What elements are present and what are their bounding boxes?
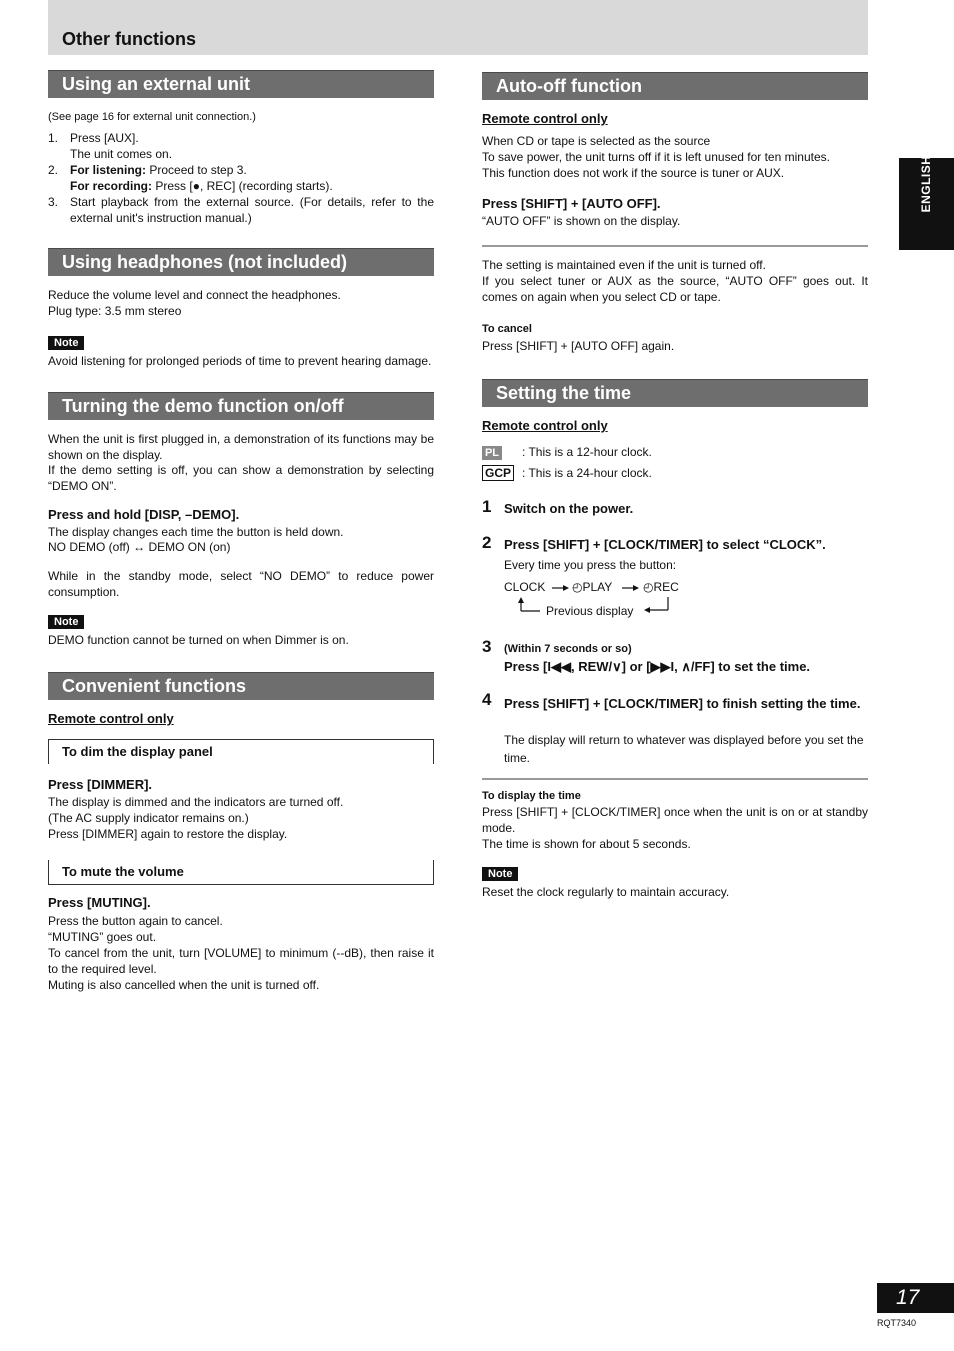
demo-text: If the demo setting is off, you can show a demonstration by selecting “DEMO ON”.	[48, 463, 434, 493]
step-number: 3.	[48, 195, 59, 209]
dim-instruction: Press [DIMMER].	[48, 777, 153, 792]
divider	[482, 778, 868, 780]
gcp-badge: GCP	[482, 465, 514, 481]
demo-header	[48, 392, 434, 420]
gcp-text: : This is a 24-hour clock.	[522, 466, 652, 480]
bold-label: For listening:	[70, 163, 146, 177]
mute-text: To cancel from the unit, turn [VOLUME] to minimum (--dB), then raise it to the required level.	[48, 946, 434, 976]
time-title: Setting the time	[496, 383, 632, 403]
note-text: Reset the clock regularly to maintain accuracy.	[482, 885, 730, 899]
page-title: Other functions	[62, 29, 196, 49]
remote-only-label: Remote control only	[482, 418, 608, 433]
mute-text: Muting is also cancelled when the unit is turned off.	[48, 978, 320, 992]
step-text: Start playback from the external source. (For details, refer to the external unit's instruction manual.)	[70, 195, 434, 225]
arrow-left-icon	[644, 597, 674, 613]
time-header	[482, 379, 868, 407]
pl-text: : This is a 12-hour clock.	[522, 445, 652, 459]
external-unit-intro: (See page 16 for external unit connection.)	[48, 111, 256, 123]
step-number: 3	[482, 637, 492, 656]
page-number: 17	[896, 1286, 920, 1309]
pl-line	[482, 444, 868, 460]
clock-flow-diagram	[504, 579, 868, 619]
document-code: RQT7340	[877, 1318, 917, 1328]
divider	[482, 245, 868, 247]
note-label: Note	[48, 336, 84, 350]
demo-instruction: Press and hold [DISP, –DEMO].	[48, 507, 240, 522]
display-time-text: The time is shown for about 5 seconds.	[482, 837, 691, 851]
autooff-header	[482, 72, 868, 100]
step-text	[70, 162, 434, 194]
display-time-heading: To display the time	[482, 790, 581, 802]
step-subtext: The display will return to whatever was displayed before you set the time.	[504, 733, 864, 765]
autooff-text: The setting is maintained even if the unit is turned off.	[482, 258, 766, 272]
step-text: Switch on the power.	[504, 501, 634, 516]
autooff-title: Auto-off function	[496, 76, 642, 96]
flow-clock: CLOCK	[504, 580, 546, 594]
remote-only-label: Remote control only	[482, 111, 608, 126]
step-line: The unit comes on.	[70, 147, 173, 161]
language-tab	[899, 155, 954, 250]
language-tab-label: ENGLISH	[919, 155, 933, 213]
note-label: Note	[482, 867, 518, 881]
step-subtext: (Within 7 seconds or so)	[504, 643, 632, 655]
display-time-text: Press [SHIFT] + [CLOCK/TIMER] once when the unit is on or at standby mode.	[482, 805, 868, 835]
pl-badge: PL	[482, 446, 502, 460]
mute-text: Press the button again to cancel.	[48, 914, 223, 928]
headphones-title: Using headphones (not included)	[62, 252, 347, 272]
step-text: Press [SHIFT] + [CLOCK/TIMER] to finish setting the time.	[504, 696, 861, 711]
autooff-text: When CD or tape is selected as the source	[482, 134, 711, 148]
cancel-heading: To cancel	[482, 323, 532, 335]
step-text	[70, 130, 434, 162]
demo-text: When the unit is first plugged in, a demonstration of its functions may be shown on the display.	[48, 432, 434, 462]
demo-text: NO DEMO (off) ↔ DEMO ON (on)	[48, 540, 231, 554]
dim-text: Press [DIMMER] again to restore the display.	[48, 827, 288, 841]
step-line: Press [●, REC] (recording starts).	[155, 179, 333, 193]
note-text: DEMO function cannot be turned on when Dimmer is on.	[48, 633, 349, 647]
flow-play: ◴PLAY	[572, 580, 613, 594]
section-banner	[48, 0, 868, 55]
gcp-line	[482, 465, 868, 481]
demo-text: The display changes each time the button is held down.	[48, 525, 344, 539]
step-number: 1	[482, 497, 492, 516]
step-number: 4	[482, 690, 492, 709]
step-subtext: Every time you press the button:	[504, 558, 677, 572]
convenient-title: Convenient functions	[62, 676, 246, 696]
dim-text: (The AC supply indicator remains on.)	[48, 811, 249, 825]
headphones-plug-type: Plug type: 3.5 mm stereo	[48, 304, 182, 318]
note-text: Avoid listening for prolonged periods of time to prevent hearing damage.	[48, 354, 432, 368]
dim-text: The display is dimmed and the indicators are turned off.	[48, 795, 344, 809]
headphones-header	[48, 248, 434, 276]
mute-instruction: Press [MUTING].	[48, 895, 151, 910]
convenient-header	[48, 672, 434, 700]
autooff-text: To save power, the unit turns off if it is left unused for ten minutes.	[482, 150, 830, 164]
remote-only-label: Remote control only	[48, 711, 174, 726]
step-number: 1.	[48, 131, 59, 145]
note-label: Note	[48, 615, 84, 629]
arrow-right-icon	[622, 584, 640, 592]
demo-title: Turning the demo function on/off	[62, 396, 344, 416]
step-number: 2	[482, 533, 492, 552]
step-number: 2.	[48, 163, 59, 177]
autooff-text: If you select tuner or AUX as the source, “AUTO OFF” goes out. It comes on again when you select CD or tape.	[482, 274, 868, 304]
cancel-text: Press [SHIFT] + [AUTO OFF] again.	[482, 339, 675, 353]
autooff-text: This function does not work if the source is tuner or AUX.	[482, 166, 785, 180]
demo-text: While in the standby mode, select “NO DEMO” to reduce power consumption.	[48, 569, 434, 599]
bold-label: For recording:	[70, 179, 153, 193]
mute-box	[48, 860, 434, 885]
flow-previous-display: Previous display	[546, 604, 634, 618]
flow-rec: ◴REC	[643, 580, 679, 594]
external-unit-title: Using an external unit	[62, 74, 251, 94]
page-number-box	[877, 1283, 954, 1313]
headphones-text: Reduce the volume level and connect the headphones.	[48, 288, 341, 302]
autooff-text: “AUTO OFF” is shown on the display.	[482, 214, 681, 228]
step-text: Press [I◀◀, REW/∨] or [▶▶I, ∧/FF] to set the time.	[504, 659, 811, 674]
step-text: Press [SHIFT] + [CLOCK/TIMER] to select “CLOCK”.	[504, 537, 826, 552]
autooff-instruction: Press [SHIFT] + [AUTO OFF].	[482, 196, 661, 211]
dim-box	[48, 739, 434, 764]
step-line: Proceed to step 3.	[149, 163, 247, 177]
arrow-up-icon	[516, 597, 540, 613]
external-unit-header	[48, 70, 434, 98]
mute-text: “MUTING” goes out.	[48, 930, 157, 944]
dim-box-title: To dim the display panel	[62, 744, 213, 759]
step-line: Press [AUX].	[70, 131, 139, 145]
mute-box-title: To mute the volume	[62, 864, 184, 879]
arrow-right-icon	[552, 584, 570, 592]
